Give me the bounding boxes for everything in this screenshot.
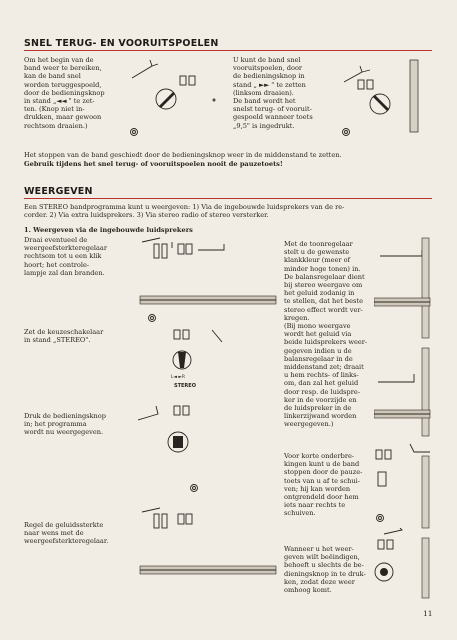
knob-illustration-rewind (128, 56, 216, 138)
snel-note-line2: Gebruik tijdens het snel terug- of vooruitspoelen nooit de pauzetoets! (24, 160, 283, 168)
stereo-label: STEREO (174, 383, 196, 389)
play-knob-illustration (138, 396, 278, 502)
step4-text: Regel de geluidssterkte naar wens met de weergeefsterkteregelaar. (24, 521, 109, 546)
section-title-weergeven: WEERGEVEN (24, 186, 93, 197)
volume-adjust-illustration (138, 506, 278, 588)
snel-right-text: U kunt de band snel vooruitspoelen, door de bedieningsknop in stand „ ►► " te zetten (linksom draaien). De band wordt het snelst terug- of vooruit- gespoeld wanneer toets „9,5" is ingedrukt. (233, 56, 313, 130)
section-rule-weergeven (24, 198, 432, 199)
weergeven-intro: Een STEREO bandprogramma kunt u weergeven: 1) Via de ingebouwde luidsprekers van de re- corder. 2) Via extra luidsprekers. 3) Via stereo radio of stereo versterker. (24, 203, 345, 220)
section-title-snel: SNEL TERUG- EN VOORUITSPOELEN (24, 38, 219, 49)
knob-illustration-forward (342, 56, 430, 140)
stop-knob-illustration (374, 528, 436, 602)
weergeven-right-text: Met de toonregelaar stelt u de gewenste klankkleur (meer of minder hoge tonen) in. De balansregelaar dient bij stereo weergave om het geluid zodanig in te stellen, dat het beste stereo effect wordt ver- kregen. (Bij mono weergave wordt het geluid via beide luidsprekers weer- gegeven indien u de balansregelaar in de middenstand zet; draait u hem rechts- of links- om, dan zal het geluid door resp. de luidspre- ker in de voorzijde en de luidspreker in de linkerzijwand worden weergegeven.) (284, 240, 368, 429)
pause-text: Voor korte onderbre- kingen kunt u de band stoppen door de pauze- toets van u af te schui- ven; hij kan worden ontgrendeld door hem iets naar rechts te schuiven. (284, 452, 363, 518)
pause-button-illustration (374, 442, 436, 534)
section-rule-snel (24, 50, 432, 51)
step3-text: Druk de bedieningsknop in; het programma wordt nu weergegeven. (24, 412, 106, 437)
page-number: 11 (423, 609, 433, 618)
step1-text: Draai eventueel de weergeefsterkteregelaar rechtsom tot u een klik hoort; het controle- lampje zal dan branden. (24, 236, 108, 277)
snel-left-text: Om het begin van de band weer te bereiken, kan de band snel worden teruggespoeld, door de bedieningsknop in stand „◄◄ " te zet- ten. (Knop niet in- drukken, maar gewoon rechtsom draaien.) (24, 56, 105, 130)
balance-control-illustration (374, 346, 436, 440)
step2-text: Zet de keuzeschakelaar in stand „STEREO". (24, 328, 104, 345)
volume-control-illustration (138, 234, 278, 324)
stop-text: Wanneer u het weer- geven wilt beëindigen, behoeft u slechts de be- dieningsknop in te druk- ken, zodat deze weer omhoog komt. (284, 545, 366, 595)
mono-mark: L◄ ►R (171, 375, 185, 380)
selector-switch-illustration (138, 326, 278, 398)
snel-note-line1: Het stoppen van de band geschiedt door de bedieningsknop weer in de middenstand te zetten. (24, 151, 342, 159)
tone-control-illustration (374, 236, 436, 344)
weergeven-subtitle: 1. Weergeven via de ingebouwde luidsprekers (24, 226, 193, 234)
